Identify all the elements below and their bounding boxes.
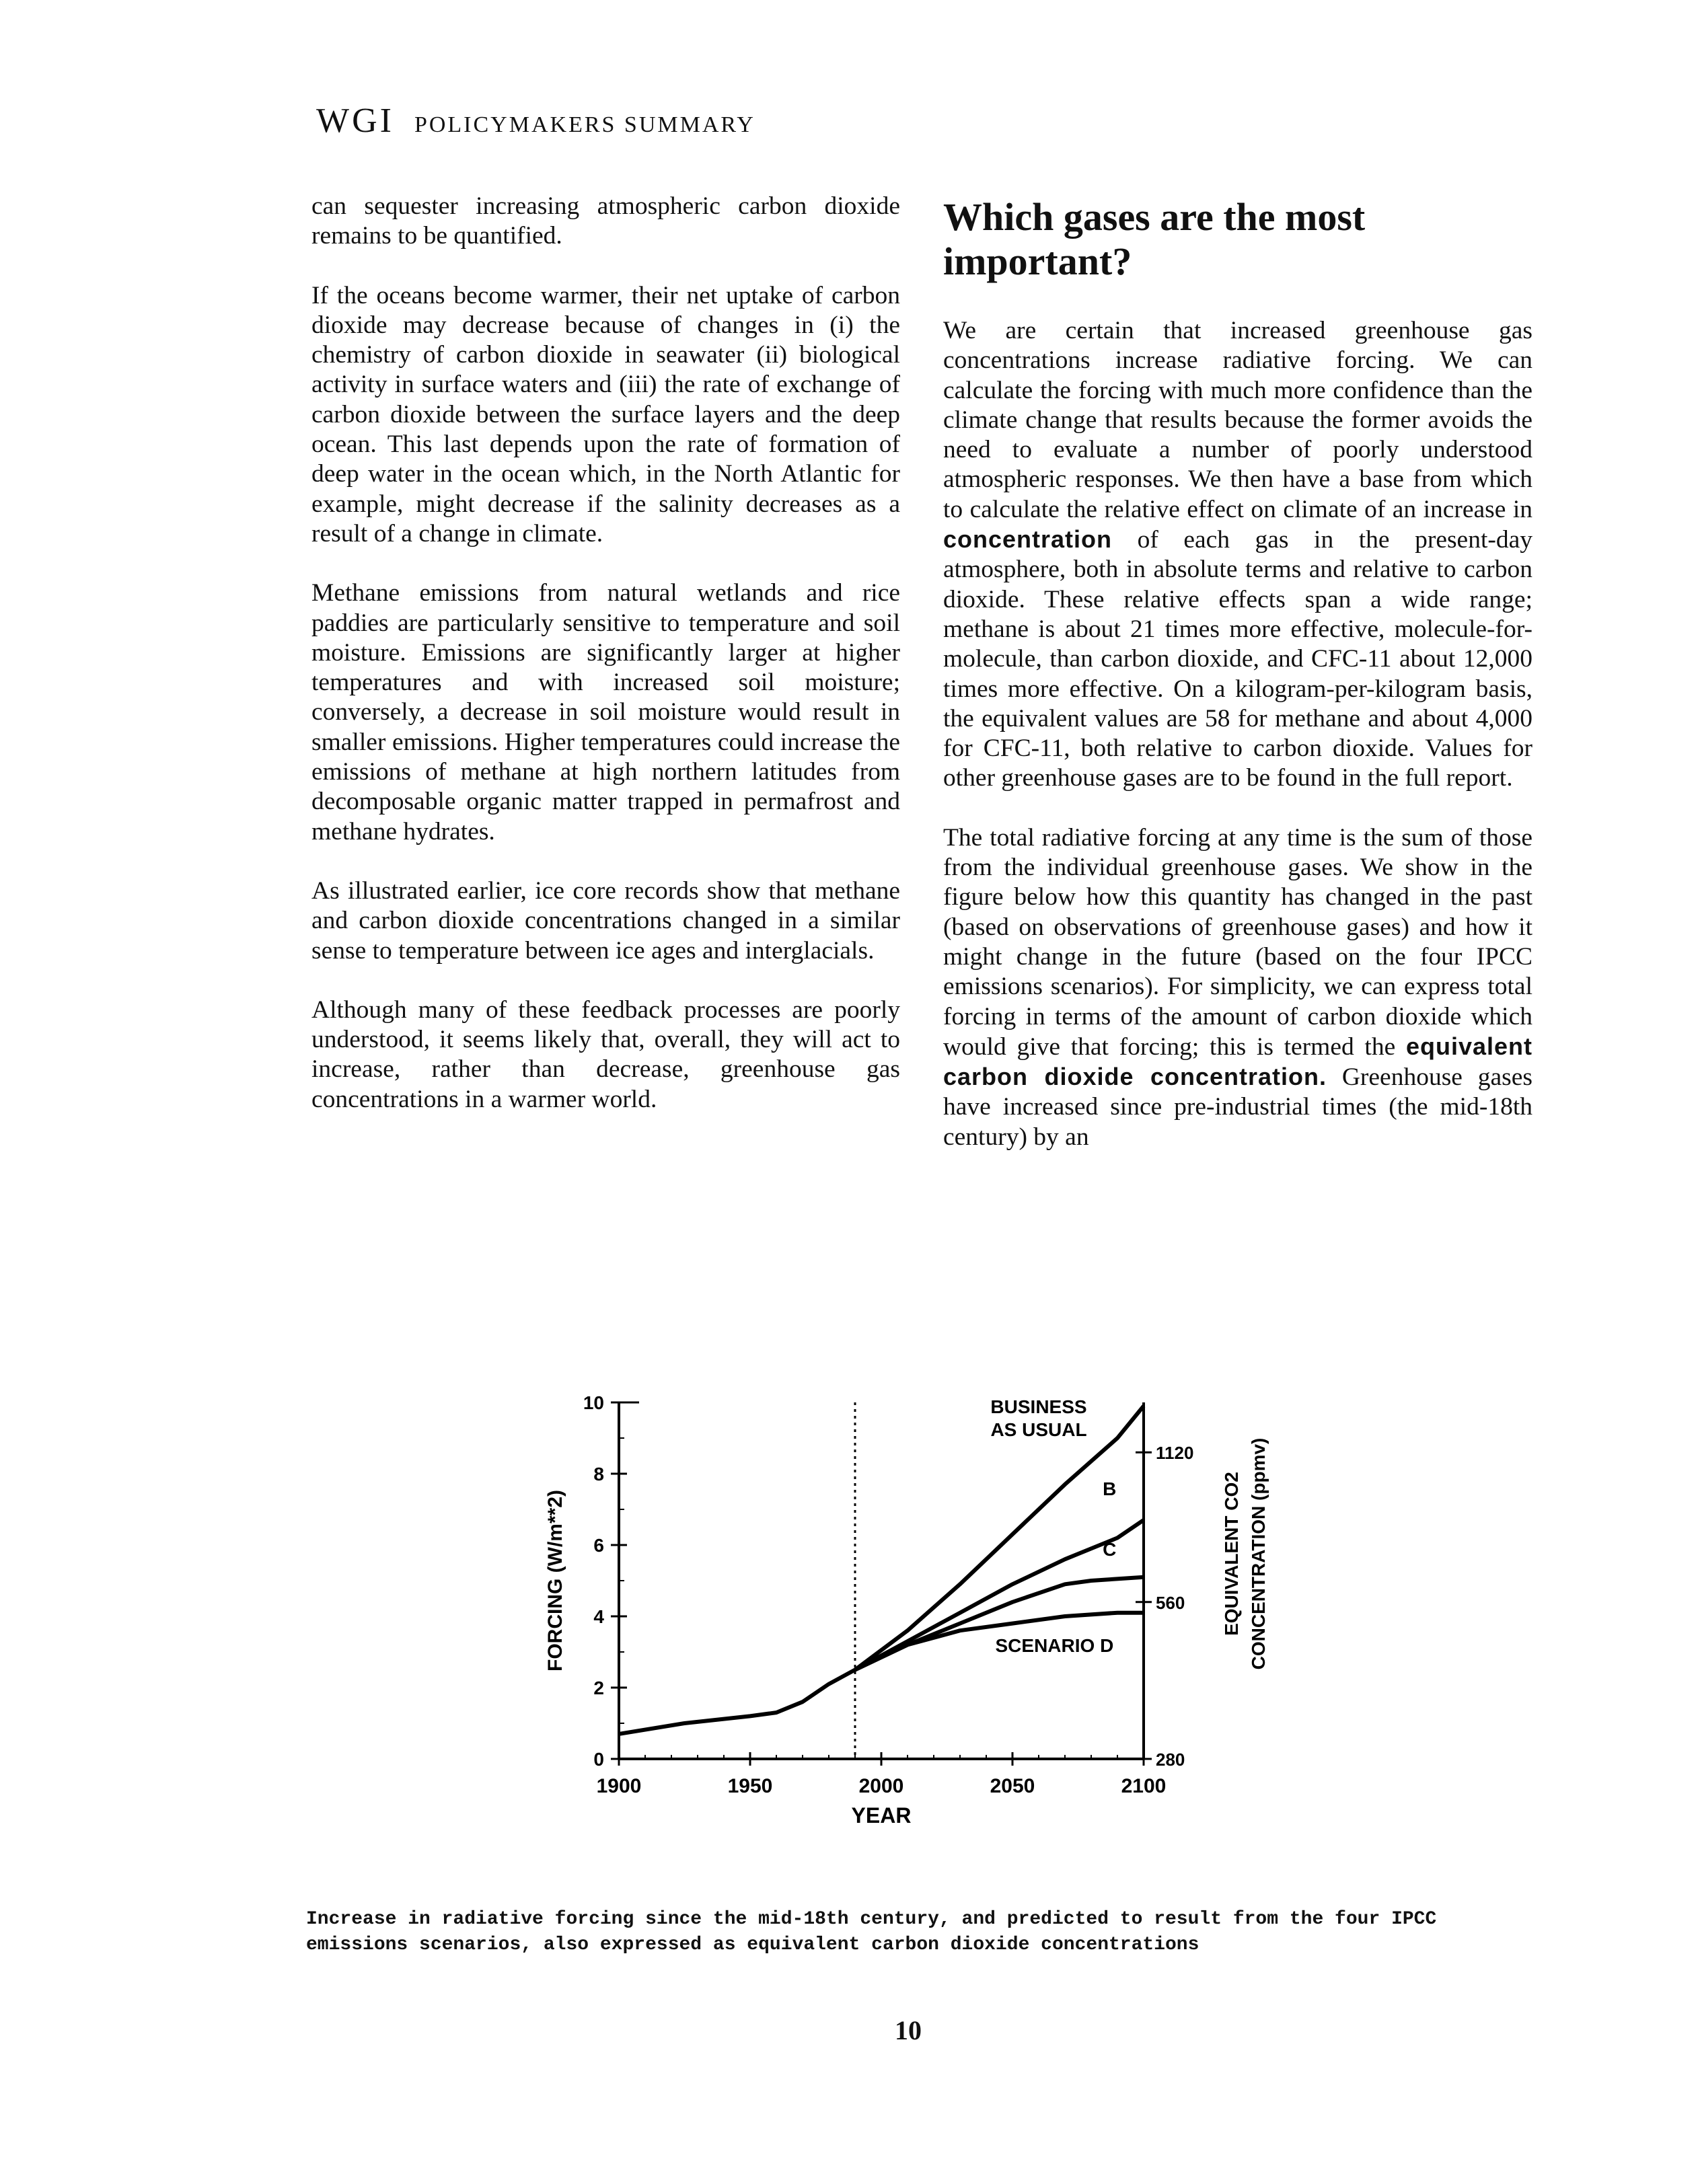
y-tick-label: 8: [593, 1464, 604, 1484]
series-label-business-as-usual: [990, 1396, 1086, 1440]
right-p2-text-b: Greenhouse gases have increased since pre-industrial times (the mid-18th century) by an: [943, 1063, 1533, 1151]
section-heading: Which gases are the most important?: [943, 195, 1366, 283]
y2-tick-label: 280: [1156, 1749, 1185, 1770]
x-tick-label: 1900: [596, 1775, 642, 1797]
series-line-0: [619, 1670, 855, 1734]
y2-tick-label: 560: [1156, 1592, 1185, 1613]
y-tick-label: 2: [593, 1678, 604, 1698]
series-label-scenario-d: SCENARIO D: [995, 1635, 1114, 1656]
right-p1-text-b: of each gas in the present-day atmosphere, both in absolute terms and relative to carbon dioxide. These relative effects span a wide range; methane is about 21 times more effective, molecule-for-molecule, than carbon dioxide, and CFC-11 about 12,000 times more effective. On a kilogram-per-kilogram basis, the equivalent values are 58 for methane and about 4,000 for CFC-11, both relative to carbon dioxide. Values for other greenhouse gases are to be found in the full report.: [943, 526, 1533, 792]
series-label-c: C: [1103, 1538, 1117, 1560]
right-p1-bold-term: concentration: [943, 525, 1113, 554]
x-tick-label: 1950: [727, 1775, 773, 1797]
left-paragraph-1: can sequester increasing atmospheric carbon dioxide remains to be quantified.: [311, 192, 900, 250]
y-tick-label: 4: [593, 1606, 604, 1627]
x-tick-label: 2050: [990, 1775, 1035, 1797]
left-column: [311, 192, 900, 1144]
y-tick-label: 10: [583, 1392, 604, 1413]
x-tick-label: 2100: [1121, 1775, 1167, 1797]
right-column: [943, 316, 1532, 1182]
series-label-line-2: AS USUAL: [990, 1419, 1087, 1440]
figure-caption: Increase in radiative forcing since the mid-18th century, and predicted to result from the four IPCC emissions scenarios, also expressed as equivalent carbon dioxide concentrations: [306, 1909, 1437, 1955]
y2-axis-label-line-2: CONCENTRATION (ppmv): [1248, 1437, 1269, 1670]
right-p1-text-a: We are certain that increased greenhouse gas concentrations increase radiative forcing. We can calculate the forcing with much more confidence than the climate change that results because the former avoids the need to evaluate a number of poorly understood atmospheric responses. We then have a base from which to calculate the relative effect on climate of an increase in: [943, 317, 1532, 523]
left-paragraph-3: Methane emissions from natural wetlands and rice paddies are particularly sensitive to temperature and soil moisture. Emissions are significantly larger at higher temperatures and with increased soil moisture; conversely, a decrease in soil moisture would result in smaller emissions. Higher temperatures could increase the emissions of methane at high northern latitudes from decomposable organic matter trapped in permafrost and methane hydrates.: [311, 579, 900, 845]
header-code: WGI: [316, 102, 394, 140]
page-header: [316, 101, 755, 141]
right-paragraph-2: [943, 823, 1532, 1152]
y2-axis-label-line-1: EQUIVALENT CO2: [1221, 1472, 1242, 1636]
y2-tick-label: 1120: [1156, 1443, 1194, 1464]
x-axis-label: YEAR: [851, 1803, 912, 1828]
y-tick-label: 0: [593, 1749, 604, 1770]
y-tick-label: 6: [593, 1535, 604, 1556]
forcing-chart: [525, 1379, 1332, 1850]
forcing-chart-svg: [525, 1379, 1332, 1850]
series-line-1: [855, 1406, 1144, 1669]
series-label-line-1: BUSINESS: [990, 1396, 1087, 1417]
header-title: POLICYMAKERS SUMMARY: [414, 112, 755, 137]
right-p2-bold-term: equivalent carbon dioxide concentration.: [943, 1032, 1533, 1091]
right-paragraph-1: [943, 316, 1532, 794]
series-label-b: B: [1103, 1478, 1117, 1499]
left-paragraph-4: As illustrated earlier, ice core records show that methane and carbon dioxide concentrations changed in a similar sense to temperature between ice ages and interglacials.: [311, 876, 900, 965]
right-p2-text-a: The total radiative forcing at any time is the sum of those from the individual greenhouse gases. We show in the figure below how this quantity has changed in the past (based on observations of greenhouse gases) and how it might change in the future (based on the four IPCC emissions scenarios). For simplicity, we can express total forcing in terms of the amount of carbon dioxide which would give that forcing; this is termed the: [943, 823, 1532, 1061]
y-axis-label: FORCING (W/m**2): [544, 1490, 566, 1671]
left-paragraph-2: If the oceans become warmer, their net uptake of carbon dioxide may decrease because of changes in (i) the chemistry of carbon dioxide in seawater (ii) biological activity in surface waters and (iii) the rate of exchange of carbon dioxide between the surface layers and the deep ocean. This last depends upon the rate of formation of deep water in the ocean which, in the North Atlantic for example, might decrease if the salinity decreases as a result of a change in climate.: [311, 281, 900, 548]
x-tick-label: 2000: [858, 1775, 904, 1797]
left-paragraph-5: Although many of these feedback processes are poorly understood, it seems likely that, overall, they will act to increase, rather than decrease, greenhouse gas concentrations in a warmer world.: [311, 995, 900, 1113]
page-number: 10: [895, 2015, 922, 2045]
